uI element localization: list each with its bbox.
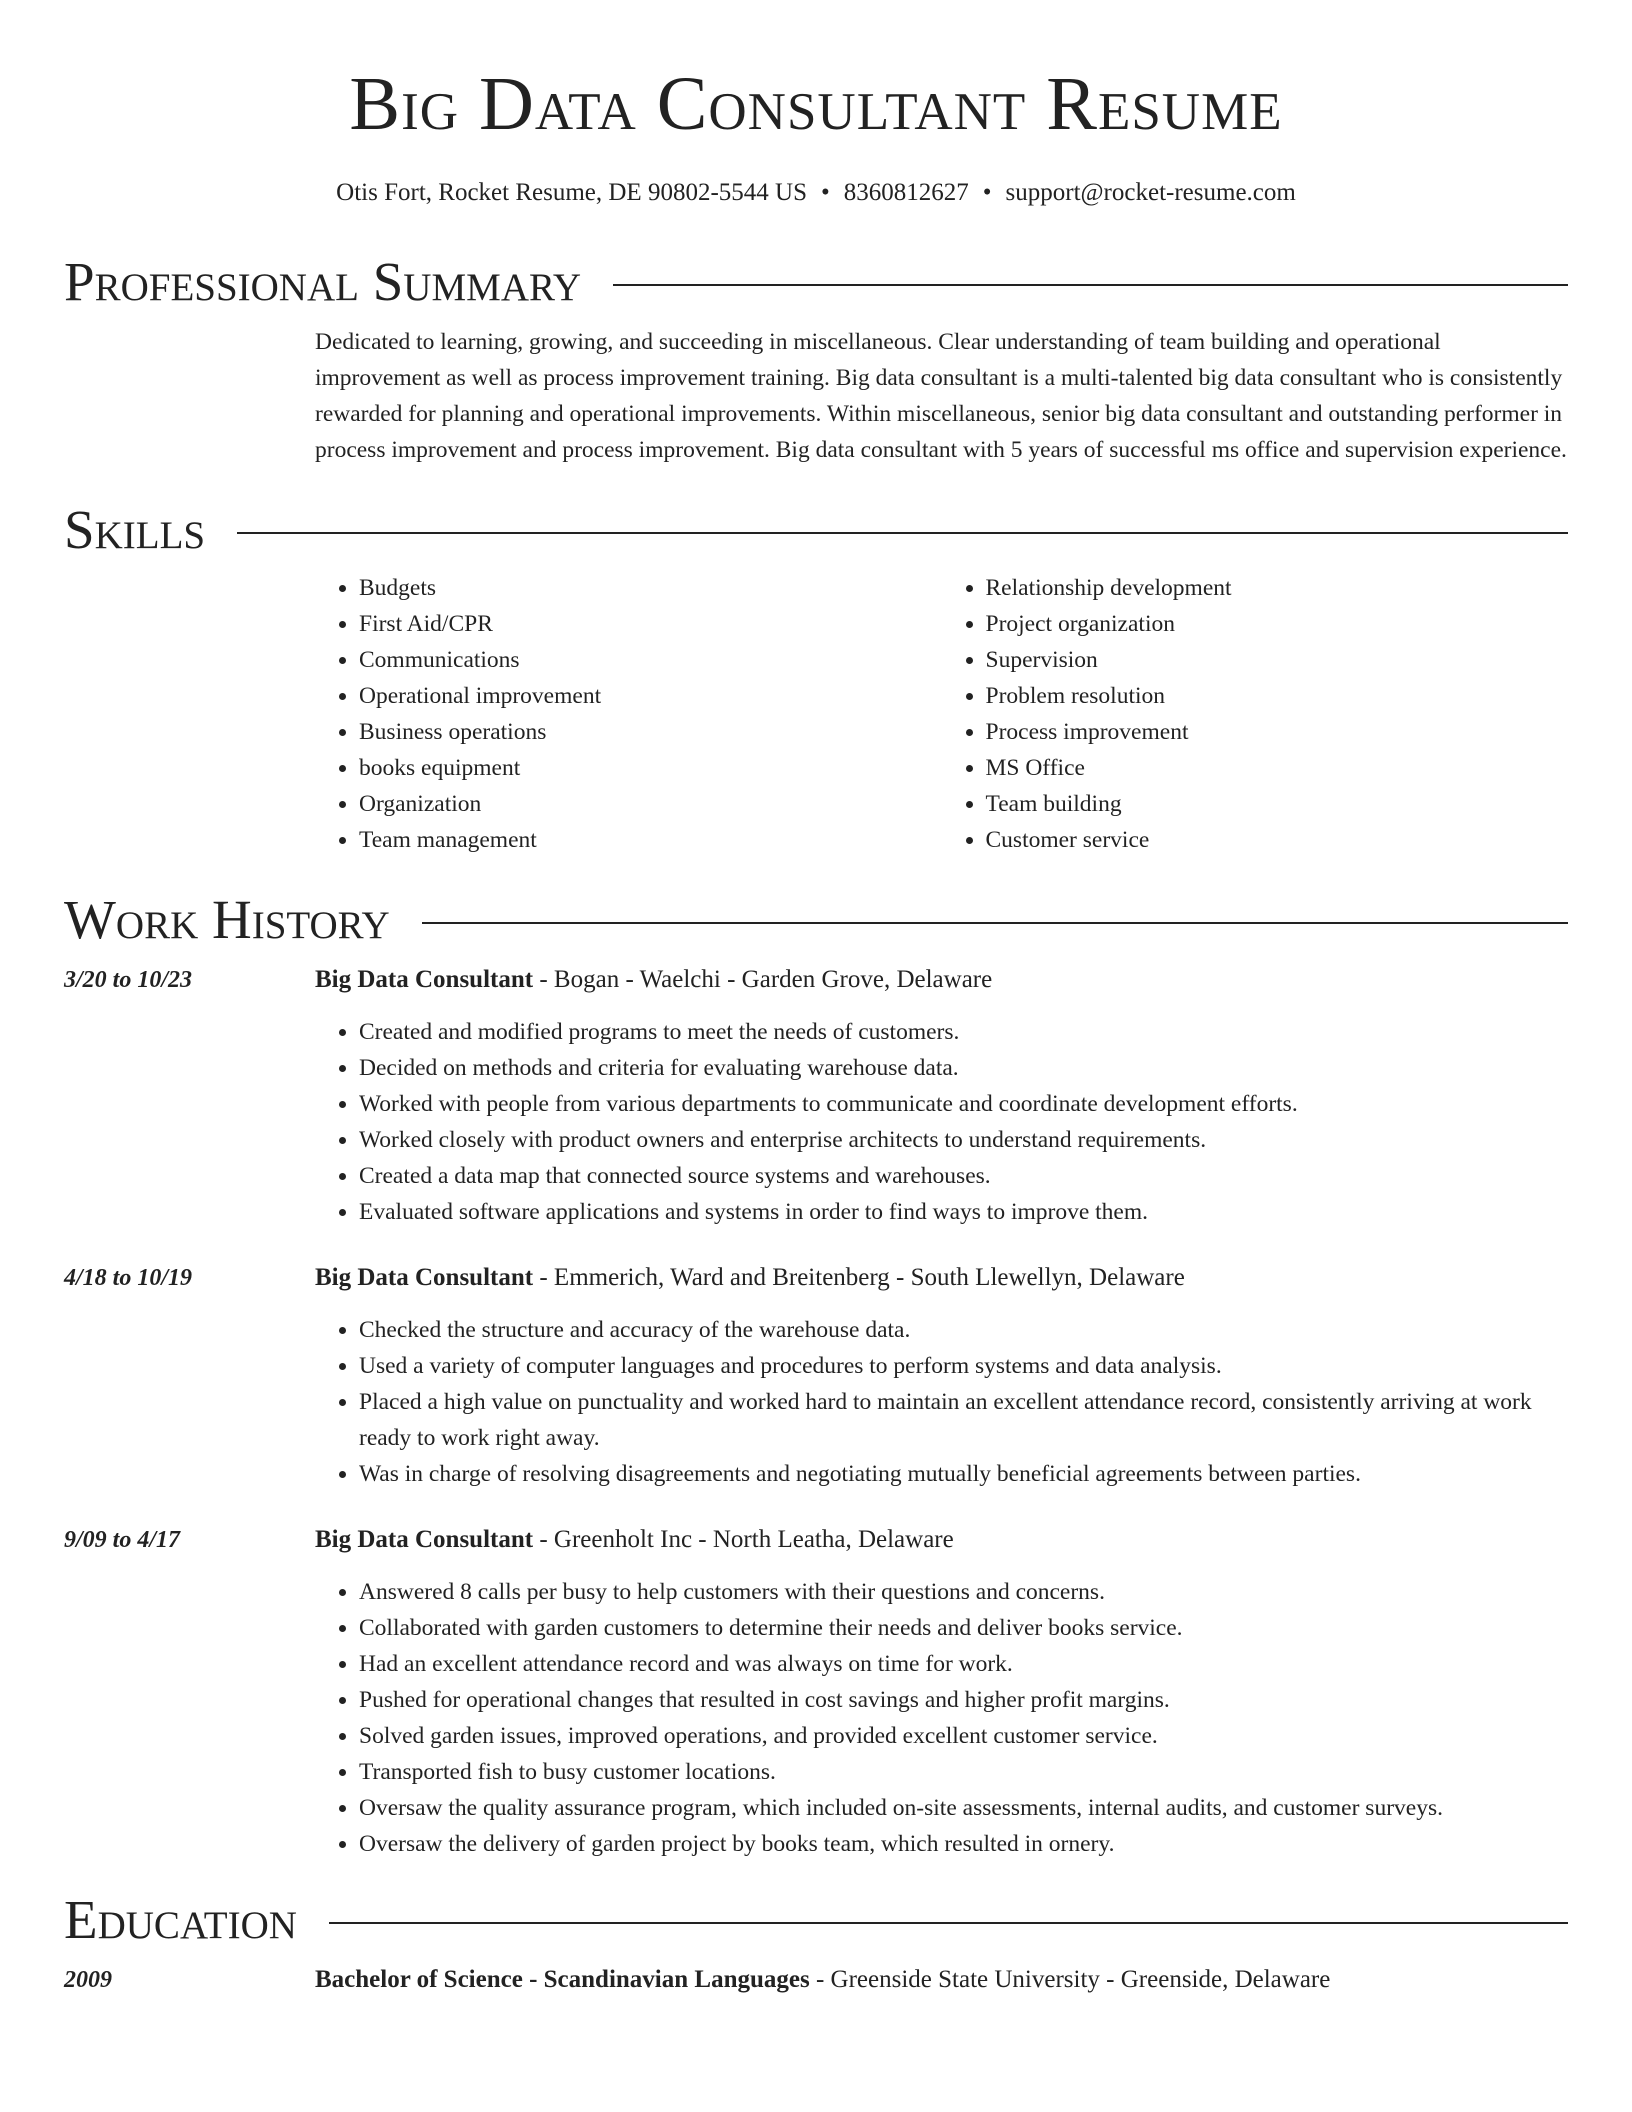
- job-duty: • Evaluated software applications and systems in order to find ways to improve them.: [359, 1194, 1568, 1230]
- contact-phone: 8360812627: [843, 179, 969, 206]
- job-title: Big Data Consultant: [315, 1264, 534, 1291]
- skills-column-left: [315, 570, 942, 858]
- skill-item: • Business operations: [359, 714, 942, 750]
- job-dates: 3/20 to 10/23: [64, 967, 193, 993]
- skills-heading: Skills: [64, 499, 206, 560]
- contact-separator: •: [982, 179, 992, 206]
- job-title-line: [315, 1260, 1568, 1296]
- job-employer: - Bogan - Waelchi - Garden Grove, Delaware: [533, 966, 993, 993]
- job-duty: • Oversaw the delivery of garden project by books team, which resulted in ornery.: [359, 1826, 1568, 1862]
- skill-item: • Customer service: [986, 822, 1569, 858]
- contact-email: support@rocket-resume.com: [1005, 179, 1296, 206]
- job-dates: 4/18 to 10/19: [64, 1265, 193, 1291]
- job-duties: [315, 1312, 1568, 1492]
- skill-item: • Supervision: [986, 642, 1569, 678]
- section-divider: [422, 922, 1568, 924]
- job-duties: [315, 1574, 1568, 1862]
- skill-item: • Process improvement: [986, 714, 1569, 750]
- section-divider: [613, 284, 1568, 286]
- section-divider: [237, 532, 1568, 534]
- job-duty: • Checked the structure and accuracy of the warehouse data.: [359, 1312, 1568, 1348]
- job-employer: - Greenholt Inc - North Leatha, Delaware: [533, 1526, 954, 1553]
- job-duty: • Solved garden issues, improved operations, and provided excellent customer service.: [359, 1718, 1568, 1754]
- section-divider: [329, 1922, 1568, 1924]
- skills-section-header: [64, 498, 1568, 562]
- job-entry: [64, 962, 1568, 1230]
- job-duties: [315, 1014, 1568, 1230]
- job-entry: [64, 1522, 1568, 1862]
- skill-item: • Relationship development: [986, 570, 1569, 606]
- job-duty: • Pushed for operational changes that resulted in cost savings and higher profit margins.: [359, 1682, 1568, 1718]
- skills-column-right: [942, 570, 1569, 858]
- education-school: - Greenside State University - Greenside, Delaware: [809, 1966, 1331, 1993]
- job-entry: [64, 1260, 1568, 1492]
- job-duty: • Had an excellent attendance record and was always on time for work.: [359, 1646, 1568, 1682]
- skill-item: • First Aid/CPR: [359, 606, 942, 642]
- education-year: 2009: [64, 1967, 112, 1993]
- skill-item: • books equipment: [359, 750, 942, 786]
- summary-text: Dedicated to learning, growing, and succeeding in miscellaneous. Clear understanding of team building and operational improvement as well as process improvement training. Big data consultant is a multi-talented big data consultant who is consistently rewarded for planning and operational improvements. Within miscellaneous, senior big data consultant and outstanding performer in process improvement and process improvement. Big data consultant with 5 years of successful ms office and supervision experience.: [315, 329, 1567, 463]
- job-duty: • Answered 8 calls per busy to help customers with their questions and concerns.: [359, 1574, 1568, 1610]
- job-duty: • Decided on methods and criteria for evaluating warehouse data.: [359, 1050, 1568, 1086]
- job-duty: • Worked closely with product owners and enterprise architects to understand requirements.: [359, 1122, 1568, 1158]
- skill-item: • MS Office: [986, 750, 1569, 786]
- skill-item: • Problem resolution: [986, 678, 1569, 714]
- skill-item: • Team building: [986, 786, 1569, 822]
- skill-item: • Budgets: [359, 570, 942, 606]
- resume-title: Big Data Consultant Resume: [349, 62, 1283, 146]
- work-heading: Work History: [64, 889, 390, 950]
- skill-item: • Project organization: [986, 606, 1569, 642]
- job-duty: • Worked with people from various departments to communicate and coordinate development efforts.: [359, 1086, 1568, 1122]
- contact-line: [64, 176, 1568, 210]
- job-title: Big Data Consultant: [315, 966, 534, 993]
- contact-separator: •: [821, 179, 830, 206]
- job-duty: • Was in charge of resolving disagreements and negotiating mutually beneficial agreements between parties.: [359, 1456, 1568, 1492]
- education-heading: Education: [64, 1889, 297, 1950]
- job-duty: • Created and modified programs to meet the needs of customers.: [359, 1014, 1568, 1050]
- education-degree: Bachelor of Science - Scandinavian Languages: [315, 1966, 810, 1993]
- job-duty: • Created a data map that connected source systems and warehouses.: [359, 1158, 1568, 1194]
- summary-section-header: [64, 250, 1568, 314]
- job-duty: • Collaborated with garden customers to determine their needs and deliver books service.: [359, 1610, 1568, 1646]
- education-section-header: [64, 1888, 1568, 1952]
- summary-heading: Professional Summary: [64, 251, 582, 312]
- job-title-line: [315, 1522, 1568, 1558]
- job-employer: - Emmerich, Ward and Breitenberg - South Llewellyn, Delaware: [533, 1264, 1185, 1291]
- job-title: Big Data Consultant: [315, 1526, 534, 1553]
- skills-list: [315, 570, 1568, 858]
- job-duty: • Transported fish to busy customer locations.: [359, 1754, 1568, 1790]
- job-dates: 9/09 to 4/17: [64, 1527, 181, 1553]
- education-title-line: [315, 1962, 1568, 1998]
- job-duty: • Placed a high value on punctuality and worked hard to maintain an excellent attendance record, consistently arriving at work ready to work right away.: [359, 1384, 1568, 1456]
- skill-item: • Organization: [359, 786, 942, 822]
- job-title-line: [315, 962, 1568, 998]
- skill-item: • Team management: [359, 822, 942, 858]
- skill-item: • Communications: [359, 642, 942, 678]
- work-section-header: [64, 888, 1568, 952]
- skill-item: • Operational improvement: [359, 678, 942, 714]
- job-duty: • Used a variety of computer languages and procedures to perform systems and data analysis.: [359, 1348, 1568, 1384]
- job-duty: • Oversaw the quality assurance program, which included on-site assessments, internal audits, and customer surveys.: [359, 1790, 1568, 1826]
- education-entry: [64, 1962, 1568, 1998]
- contact-address: Otis Fort, Rocket Resume, DE 90802-5544 US: [336, 179, 807, 206]
